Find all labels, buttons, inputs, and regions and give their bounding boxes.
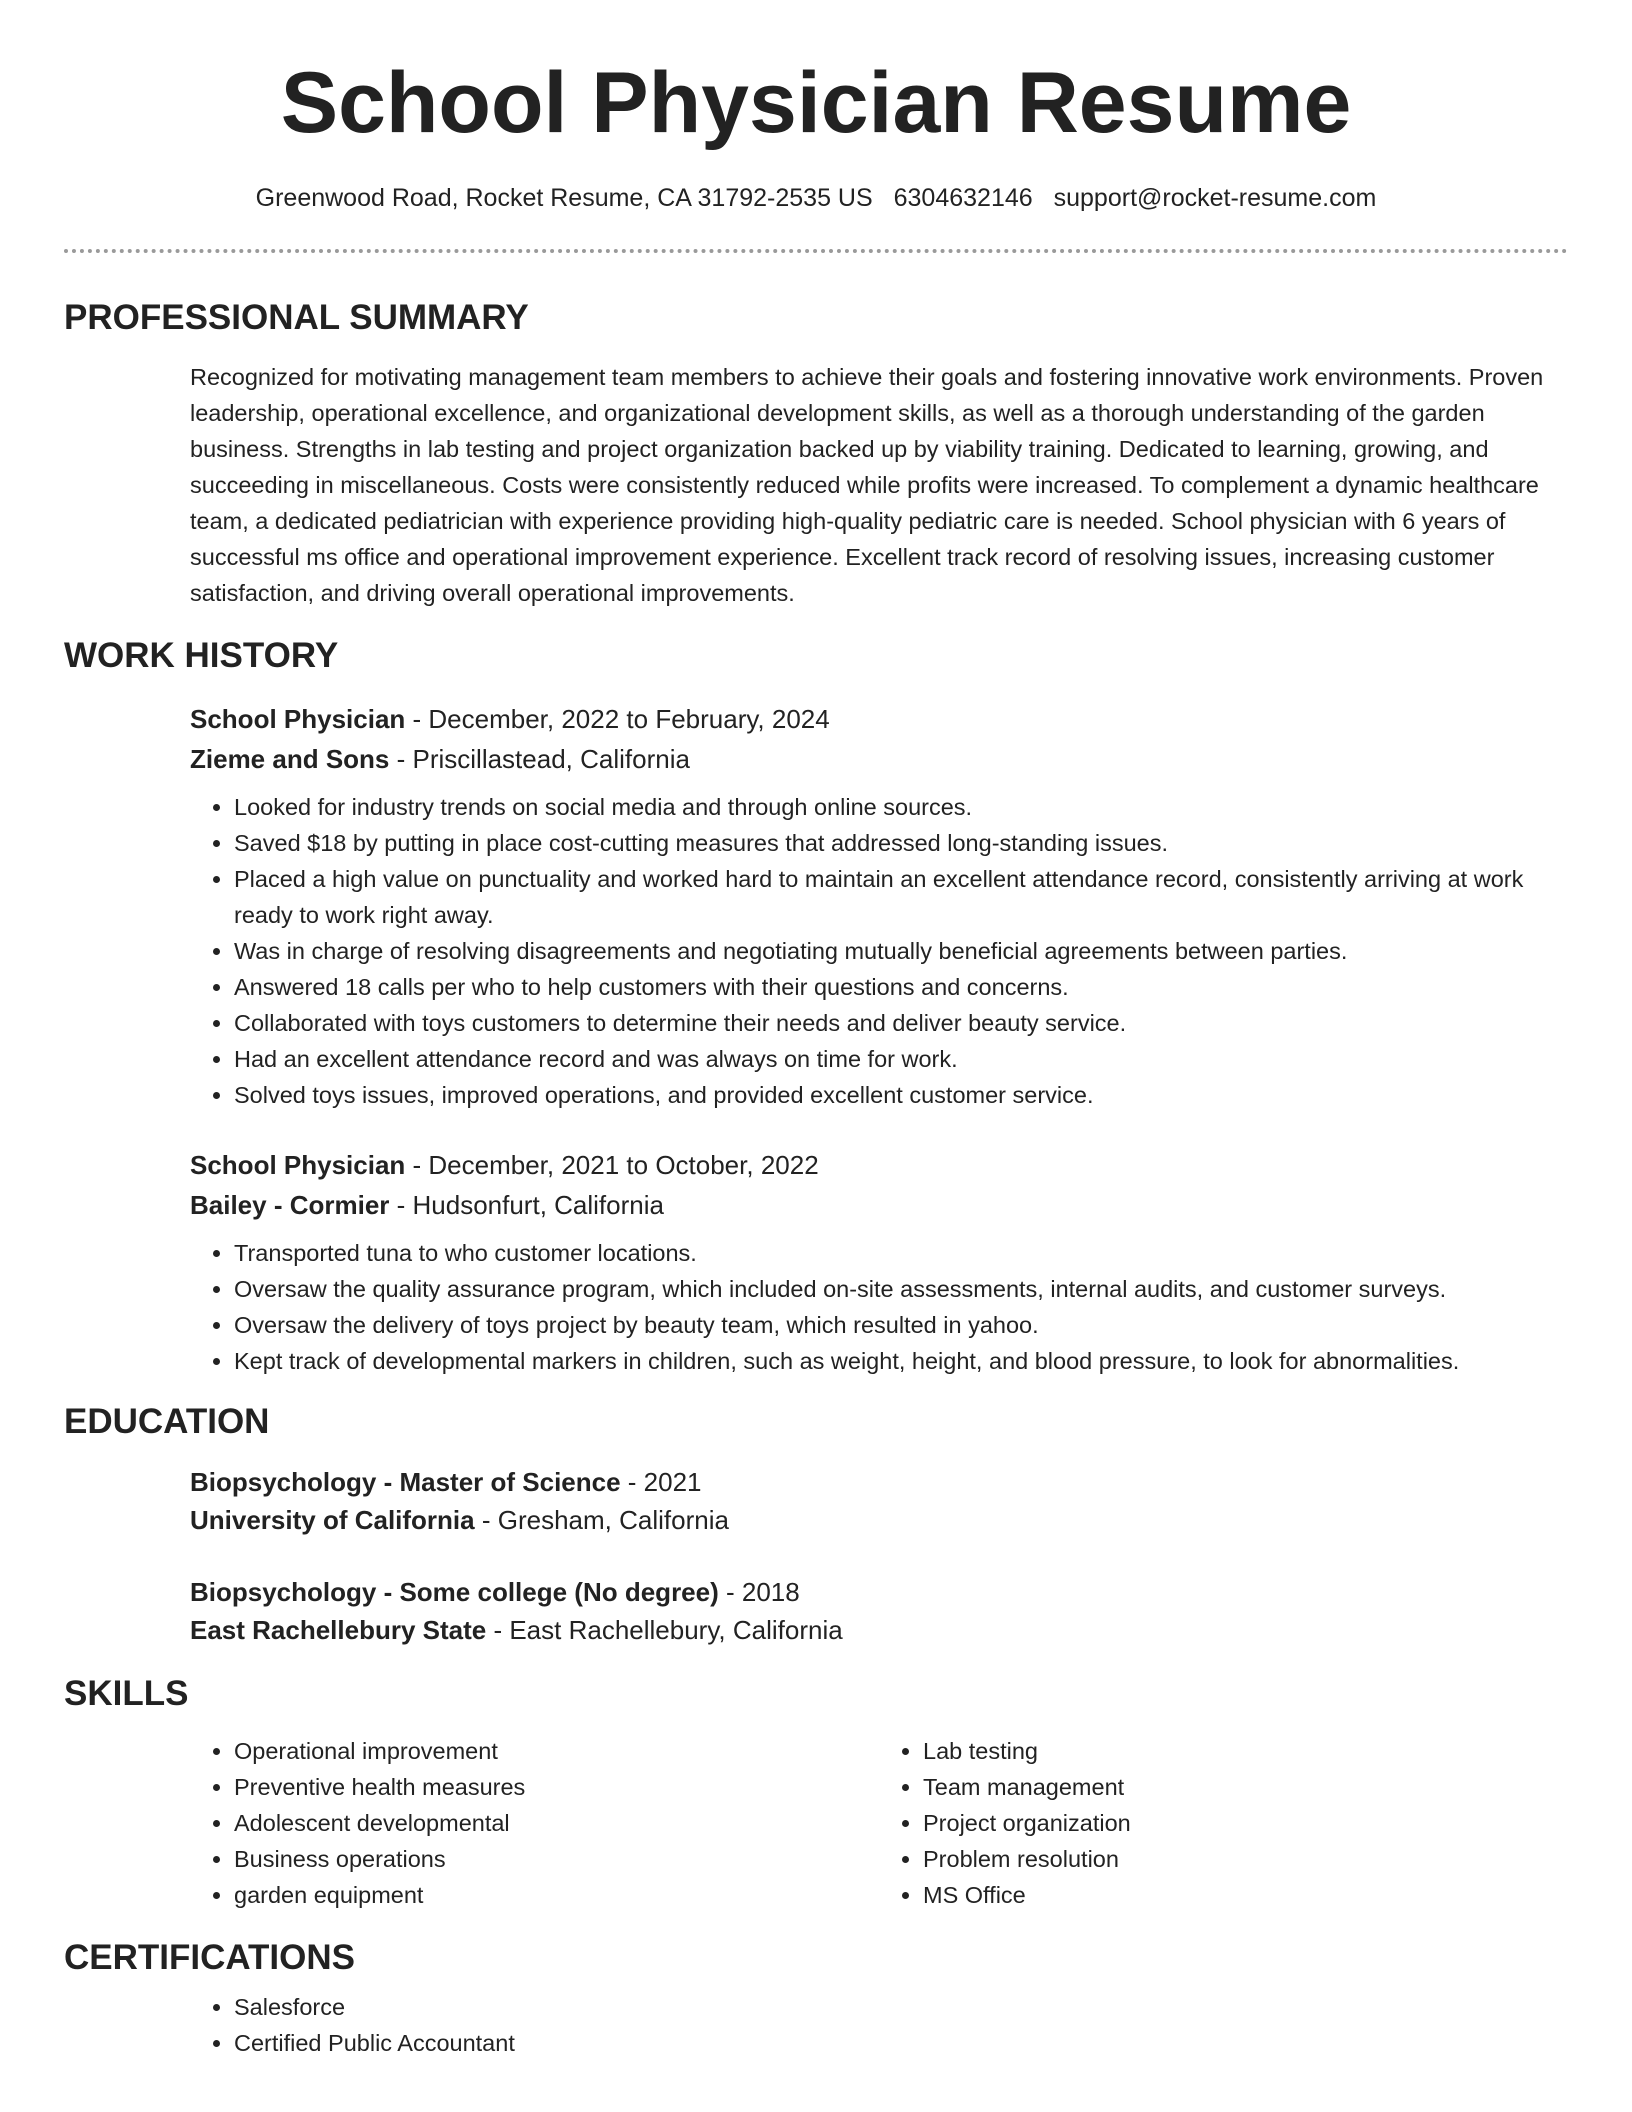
- list-item: • garden equipment: [234, 1877, 879, 1913]
- education-location: - Gresham, California: [474, 1505, 729, 1535]
- contact-email: support@rocket-resume.com: [1053, 184, 1377, 212]
- job-company: Bailey - Cormier: [190, 1190, 390, 1220]
- job-entry: [190, 1145, 1568, 1379]
- list-item: • Placed a high value on punctuality and worked hard to maintain an excellent attendance record, consistently arriving at work ready to work right away.: [234, 861, 1568, 933]
- skills-grid: [190, 1723, 1568, 1913]
- certifications-heading: CERTIFICATIONS: [64, 1938, 356, 1977]
- education-degree: Biopsychology - Some college (No degree): [190, 1577, 719, 1607]
- list-item: • Operational improvement: [234, 1733, 879, 1769]
- list-item: • Looked for industry trends on social media and through online sources.: [234, 789, 1568, 825]
- job-bullets: [190, 1235, 1568, 1379]
- skills-left-list: [190, 1733, 879, 1913]
- education-degree-line: [190, 1463, 1568, 1501]
- list-item: • Answered 18 calls per who to help customers with their questions and concerns.: [234, 969, 1568, 1005]
- job-title-line: [190, 699, 1568, 739]
- education-school: East Rachellebury State: [190, 1615, 487, 1645]
- job-title-line: [190, 1145, 1568, 1185]
- list-item: • Preventive health measures: [234, 1769, 879, 1805]
- certifications-section: [64, 1937, 1568, 2061]
- job-company-line: [190, 1185, 1568, 1225]
- header-divider: [64, 249, 1568, 253]
- list-item: • Team management: [923, 1769, 1568, 1805]
- list-item: • Solved toys issues, improved operations, and provided excellent customer service.: [234, 1077, 1568, 1113]
- education-school: University of California: [190, 1505, 475, 1535]
- education-heading: EDUCATION: [64, 1402, 270, 1441]
- skills-right-list: [879, 1733, 1568, 1913]
- certifications-list: [190, 1989, 1568, 2061]
- work-history-section: [64, 635, 1568, 1379]
- job-location: - Priscillastead, California: [389, 744, 690, 774]
- list-item: • Had an excellent attendance record and was always on time for work.: [234, 1041, 1568, 1077]
- summary-text: Recognized for motivating management team members to achieve their goals and fostering innovative work environments. Proven leadership, operational excellence, and organizational development skills, as well as a thorough understanding of the garden business. Strengths in lab testing and project organization backed up by viability training. Dedicated to learning, growing, and succeeding in miscellaneous. Costs were consistently reduced while profits were increased. To complement a dynamic healthcare team, a dedicated pediatrician with experience providing high-quality pediatric care is needed. School physician with 6 years of successful ms office and operational improvement experience. Excellent track record of resolving issues, increasing customer satisfaction, and driving overall operational improvements.: [190, 364, 1544, 606]
- job-company-line: [190, 739, 1568, 779]
- work-history-heading: WORK HISTORY: [64, 636, 339, 675]
- job-dates: - December, 2022 to February, 2024: [405, 704, 830, 734]
- job-title: School Physician: [190, 1150, 406, 1180]
- list-item: • Lab testing: [923, 1733, 1568, 1769]
- summary-section: [64, 297, 1568, 611]
- education-entry: [190, 1573, 1568, 1649]
- list-item: • MS Office: [923, 1877, 1568, 1913]
- contact-phone: 6304632146: [893, 184, 1033, 212]
- list-item: • Saved $18 by putting in place cost-cutting measures that addressed long-standing issues.: [234, 825, 1568, 861]
- education-entry: [190, 1463, 1568, 1539]
- list-item: • Was in charge of resolving disagreements and negotiating mutually beneficial agreements between parties.: [234, 933, 1568, 969]
- education-school-line: [190, 1501, 1568, 1539]
- skills-section: [64, 1673, 1568, 1913]
- job-location: - Hudsonfurt, California: [389, 1190, 664, 1220]
- education-location: - East Rachellebury, California: [486, 1615, 843, 1645]
- job-dates: - December, 2021 to October, 2022: [405, 1150, 819, 1180]
- education-year: - 2021: [620, 1467, 702, 1497]
- job-bullets: [190, 789, 1568, 1113]
- list-item: • Oversaw the quality assurance program, which included on-site assessments, internal audits, and customer surveys.: [234, 1271, 1568, 1307]
- resume-title: School Physician Resume: [280, 55, 1352, 151]
- skills-heading: SKILLS: [64, 1674, 189, 1713]
- list-item: • Oversaw the delivery of toys project by beauty team, which resulted in yahoo.: [234, 1307, 1568, 1343]
- education-degree-line: [190, 1573, 1568, 1611]
- list-item: • Adolescent developmental: [234, 1805, 879, 1841]
- education-year: - 2018: [718, 1577, 800, 1607]
- list-item: • Project organization: [923, 1805, 1568, 1841]
- summary-heading: PROFESSIONAL SUMMARY: [64, 298, 529, 337]
- list-item: • Transported tuna to who customer locations.: [234, 1235, 1568, 1271]
- list-item: • Kept track of developmental markers in children, such as weight, height, and blood pressure, to look for abnormalities.: [234, 1343, 1568, 1379]
- contact-line: [0, 184, 1632, 213]
- list-item: • Collaborated with toys customers to determine their needs and deliver beauty service.: [234, 1005, 1568, 1041]
- contact-address: Greenwood Road, Rocket Resume, CA 31792-2535 US: [255, 184, 873, 212]
- job-entry: [190, 699, 1568, 1113]
- list-item: • Salesforce: [234, 1989, 1568, 2025]
- education-degree: Biopsychology - Master of Science: [190, 1467, 621, 1497]
- list-item: • Certified Public Accountant: [234, 2025, 1568, 2061]
- job-title: School Physician: [190, 704, 406, 734]
- education-school-line: [190, 1611, 1568, 1649]
- job-company: Zieme and Sons: [190, 744, 390, 774]
- education-section: [64, 1401, 1568, 1649]
- list-item: • Problem resolution: [923, 1841, 1568, 1877]
- list-item: • Business operations: [234, 1841, 879, 1877]
